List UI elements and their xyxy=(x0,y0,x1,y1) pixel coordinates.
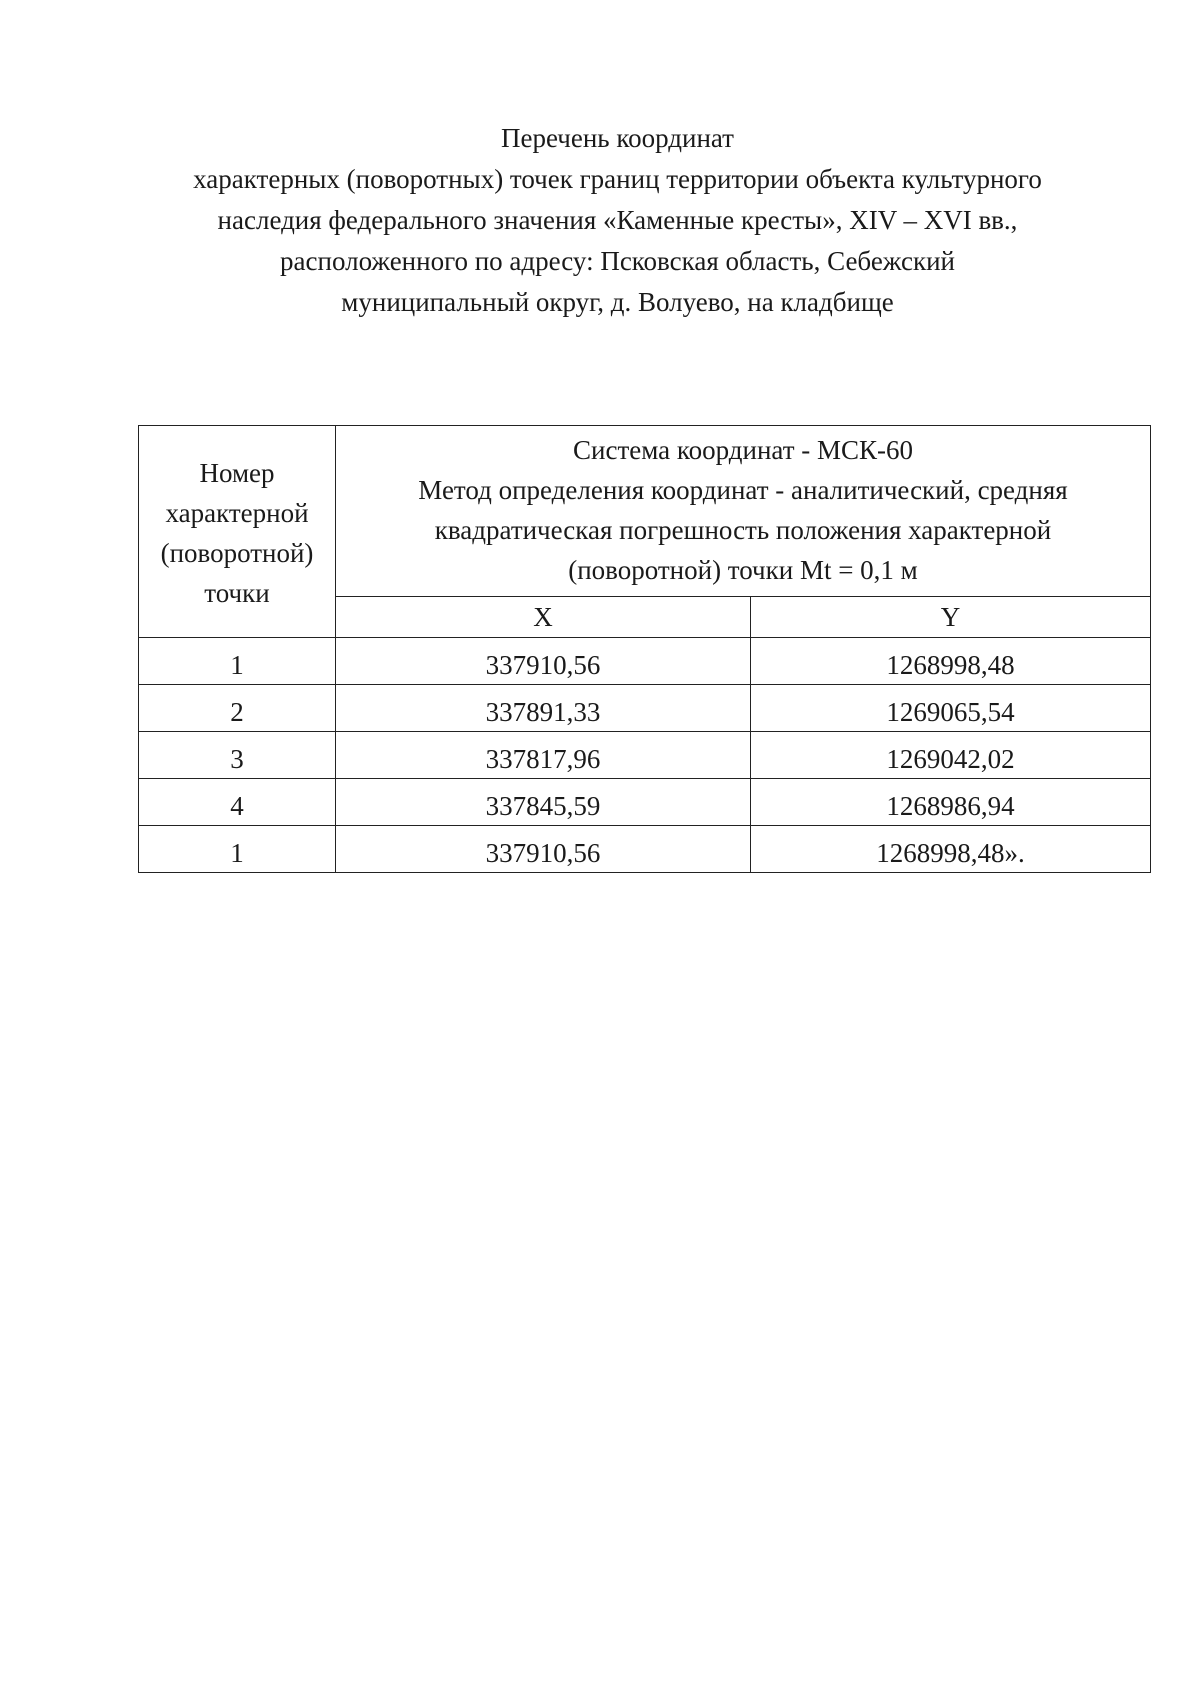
x-column-header: X xyxy=(336,597,751,638)
point-number-header-line: (поворотной) xyxy=(160,537,314,568)
table-row xyxy=(139,638,1151,685)
table-row xyxy=(139,732,1151,779)
point-number-header-line: точки xyxy=(204,577,270,608)
x-coordinate-cell: 337910,56 xyxy=(336,826,751,873)
table-header-row xyxy=(139,426,1151,597)
point-number-header-line: Номер xyxy=(199,457,275,488)
y-coordinate-cell: 1268998,48». xyxy=(751,826,1151,873)
document-title xyxy=(150,118,1085,323)
x-coordinate-cell: 337845,59 xyxy=(336,779,751,826)
y-coordinate-cell: 1269042,02 xyxy=(751,732,1151,779)
x-coordinate-cell: 337817,96 xyxy=(336,732,751,779)
point-number-cell: 1 xyxy=(139,638,336,685)
table-row xyxy=(139,779,1151,826)
y-column-header: Y xyxy=(751,597,1151,638)
point-number-cell: 1 xyxy=(139,826,336,873)
point-number-cell: 2 xyxy=(139,685,336,732)
table-row xyxy=(139,685,1151,732)
coordinate-system-line: Система координат - МСК-60 xyxy=(573,435,913,465)
table-row xyxy=(139,826,1151,873)
title-line-1: Перечень координат xyxy=(501,123,734,153)
coordinate-system-header xyxy=(336,426,1151,597)
coordinate-system-line: квадратическая погрешность положения характерной xyxy=(434,515,1052,545)
coordinate-system-line: (поворотной) точки Mt = 0,1 м xyxy=(568,555,918,585)
title-line-4: расположенного по адресу: Псковская область, Себежский xyxy=(280,246,955,276)
title-line-3: наследия федерального значения «Каменные кресты», XIV – XVI вв., xyxy=(217,205,1018,235)
title-line-5: муниципальный округ, д. Волуево, на кладбище xyxy=(341,287,894,317)
point-number-cell: 3 xyxy=(139,732,336,779)
point-number-header-line: характерной xyxy=(165,497,309,528)
point-number-header xyxy=(139,426,336,638)
y-coordinate-cell: 1268998,48 xyxy=(751,638,1151,685)
coordinate-system-line: Метод определения координат - аналитический, средняя xyxy=(418,475,1068,505)
title-line-2: характерных (поворотных) точек границ территории объекта культурного xyxy=(193,164,1042,194)
point-number-cell: 4 xyxy=(139,779,336,826)
coordinates-table xyxy=(138,425,1151,873)
y-coordinate-cell: 1269065,54 xyxy=(751,685,1151,732)
x-coordinate-cell: 337891,33 xyxy=(336,685,751,732)
x-coordinate-cell: 337910,56 xyxy=(336,638,751,685)
y-coordinate-cell: 1268986,94 xyxy=(751,779,1151,826)
